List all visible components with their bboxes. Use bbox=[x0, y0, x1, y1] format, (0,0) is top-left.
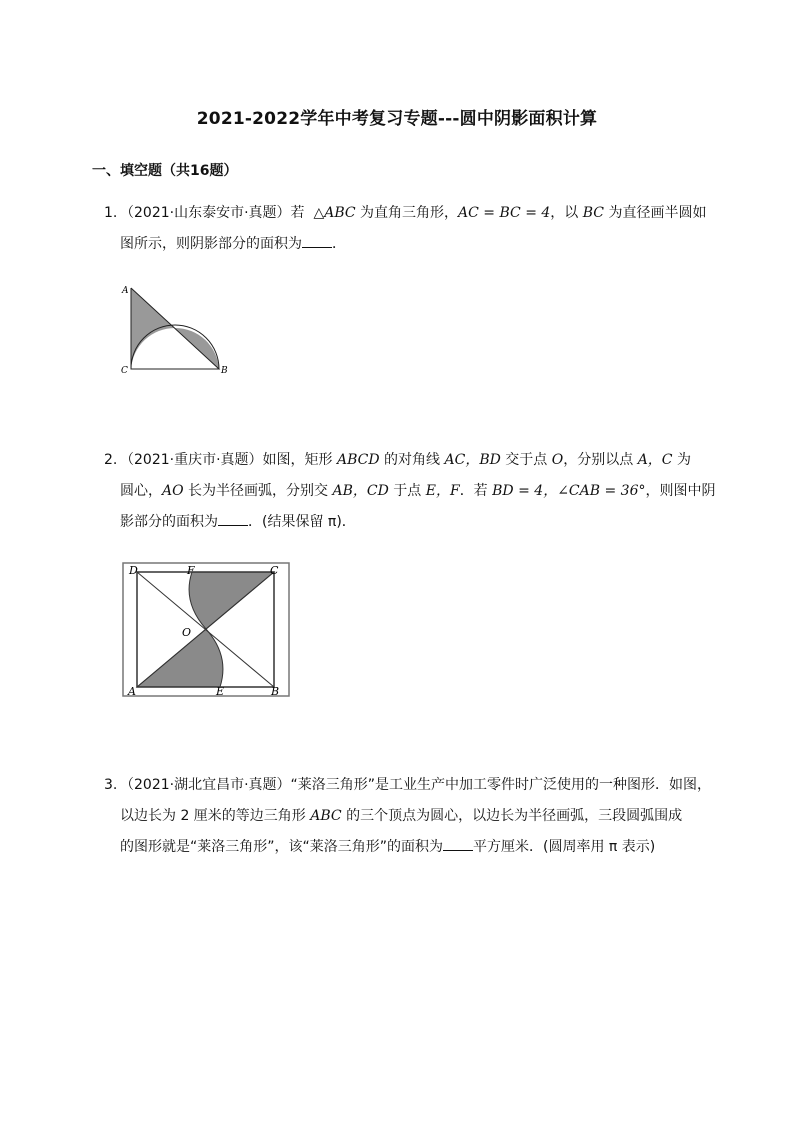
question-text: 以边长为 2 厘米的等边三角形 bbox=[120, 808, 306, 824]
math-expr: AO bbox=[162, 483, 184, 499]
point-label: A bbox=[128, 685, 136, 698]
question-1: 1. （2021·山东泰安市·真题）若 △ABC 为直角三角形，AC = BC = 4，以 BC 为直径画半圆如 图所示，则阴影部分的面积为 ． bbox=[104, 205, 707, 252]
page-title: 2021-2022学年中考复习专题---圆中阴影面积计算 bbox=[196, 109, 598, 129]
question-text: 为直径画半圆如 bbox=[608, 205, 707, 221]
point-label: A bbox=[122, 286, 129, 296]
question-text: 影部分的面积为 bbox=[120, 514, 218, 530]
point-label: B bbox=[221, 366, 228, 376]
math-expr: ABC bbox=[310, 808, 342, 824]
question-text: 圆心， bbox=[120, 483, 162, 499]
math-expr: O bbox=[551, 452, 564, 468]
math-expr: BD = 4，∠CAB = 36° bbox=[492, 483, 646, 499]
point-label: E bbox=[216, 685, 225, 698]
question-text: 的对角线 bbox=[384, 452, 441, 468]
question-text: 如图，矩形 bbox=[262, 452, 333, 468]
point-label: D bbox=[129, 564, 138, 577]
question-text: ． bbox=[332, 236, 346, 252]
question-text: 于点 bbox=[393, 483, 422, 499]
question-text: ，以 bbox=[550, 205, 579, 221]
question-text: 若 bbox=[290, 205, 305, 221]
math-expr: BC bbox=[582, 205, 605, 221]
math-expr: E，F bbox=[425, 483, 460, 499]
shaded-region bbox=[131, 288, 175, 369]
shaded-sector bbox=[137, 629, 223, 687]
answer-blank bbox=[443, 836, 473, 851]
question-text: 图所示，则阴影部分的面积为 bbox=[120, 236, 302, 252]
point-label: C bbox=[270, 564, 279, 577]
question-text: 平方厘米．(圆周率用 π 表示) bbox=[473, 839, 656, 855]
question-text: ．若 bbox=[459, 483, 488, 499]
question-text: 的图形就是“莱洛三角形”，该“莱洛三角形”的面积为 bbox=[120, 839, 444, 855]
question-text: 的三个顶点为圆心，以边长为半径画弧，三段圆弧围成 bbox=[346, 808, 683, 824]
question-text: 为直角三角形， bbox=[360, 205, 459, 221]
section-heading: 一、填空题（共16题） bbox=[92, 163, 238, 179]
question-source: （2021·山东泰安市·真题） bbox=[120, 205, 291, 221]
math-expr: AC = BC = 4 bbox=[458, 205, 551, 221]
math-expr: AB，CD bbox=[332, 483, 389, 499]
point-label: C bbox=[121, 366, 128, 376]
question-text: 为 bbox=[676, 452, 691, 468]
math-expr: AC，BD bbox=[444, 452, 501, 468]
figure-q2 bbox=[120, 560, 295, 700]
shaded-sector bbox=[189, 572, 274, 629]
figure-q1 bbox=[118, 280, 238, 380]
question-source: （2021·湖北宜昌市·真题） bbox=[120, 777, 291, 793]
question-source: （2021·重庆市·真题） bbox=[120, 452, 263, 468]
math-expr: A，C bbox=[637, 452, 673, 468]
question-text: 交于点 bbox=[505, 452, 548, 468]
answer-blank bbox=[218, 511, 248, 526]
question-text: ，分别以点 bbox=[563, 452, 634, 468]
point-label: F bbox=[187, 564, 195, 577]
question-text: 长为半径画弧，分别交 bbox=[188, 483, 329, 499]
question-text: “莱洛三角形”是工业生产中加工零件时广泛使用的一种图形．如图， bbox=[290, 777, 712, 793]
math-expr: ABCD bbox=[336, 452, 380, 468]
point-label: B bbox=[271, 685, 280, 698]
point-label: O bbox=[182, 626, 192, 639]
math-expr: △ABC bbox=[313, 205, 356, 221]
answer-blank bbox=[302, 233, 332, 248]
question-text: ，则图中阴 bbox=[645, 483, 716, 499]
question-text: ．(结果保留 π)． bbox=[248, 514, 356, 530]
question-2: 2. （2021·重庆市·真题）如图，矩形 ABCD 的对角线 AC，BD 交于点 O，分别以点 A，C 为 圆心，AO 长为半径画弧，分别交 AB，CD 于点 E，F．若 BD = 4，∠CAB = 36°，则图中阴 影部分的面积为 ．(结果保留 π)． bbox=[104, 452, 716, 530]
question-3: 3. （2021·湖北宜昌市·真题）“莱洛三角形”是工业生产中加工零件时广泛使用的一种图形．如图， 以边长为 2 厘米的等边三角形 ABC 的三个顶点为圆心，以边长为半径画弧，三段圆弧围成 的图形就是“莱洛三角形”，该“莱洛三角形”的面积为 平方厘米．(圆周率用 π 表示) bbox=[104, 777, 712, 855]
